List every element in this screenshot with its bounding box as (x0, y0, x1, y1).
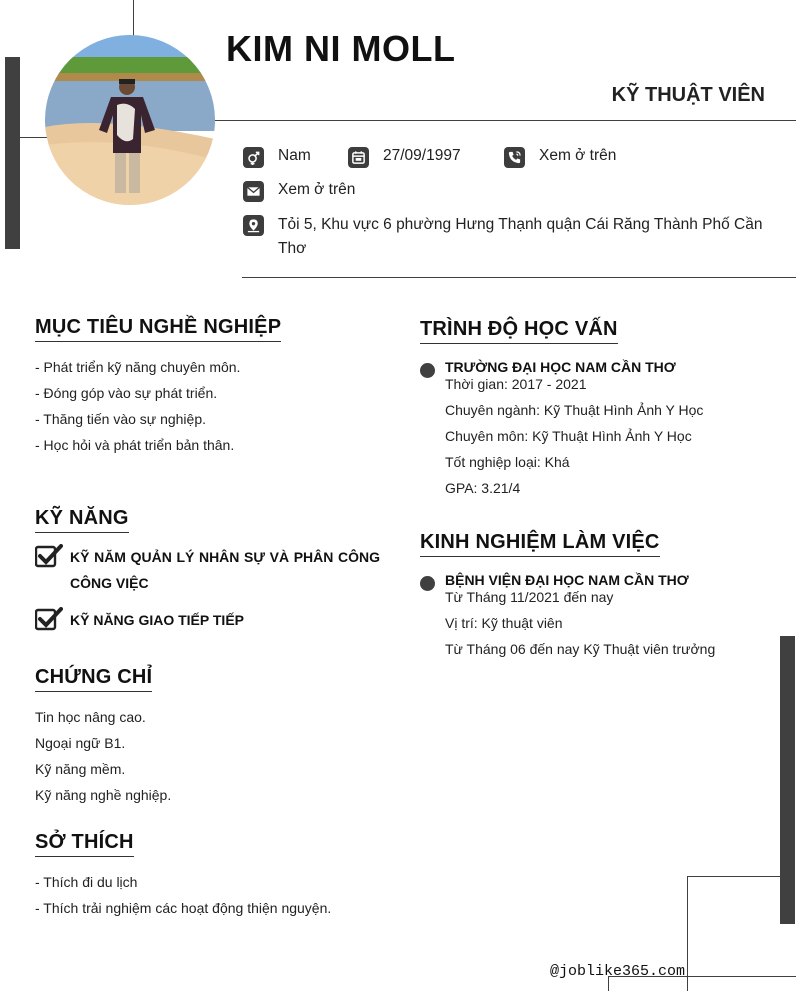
job-title: KỸ THUẬT VIÊN (611, 84, 765, 106)
skills-title: KỸ NĂNG (35, 507, 129, 533)
mail-icon (243, 181, 264, 202)
list-item: Vị trí: Kỹ thuật viên (445, 615, 563, 631)
list-item: - Phát triển kỹ năng chuyên môn. (35, 359, 241, 375)
education-details (445, 371, 703, 501)
checkbox-checked-icon (35, 544, 63, 568)
bullet-dot-icon (420, 576, 435, 591)
phone-value[interactable]: Xem ở trên (539, 147, 617, 164)
skill-label: KỸ NĂM QUẢN LÝ NHÂN SỰ VÀ PHÂN CÔNG CÔNG VIỆC (70, 549, 380, 591)
gender-info (243, 147, 311, 168)
calendar-icon (348, 147, 369, 168)
right-accent-bar (780, 636, 795, 924)
list-item: Từ Tháng 06 đến nay Kỹ Thuật viên trưởng (445, 641, 716, 657)
school-name: TRƯỜNG ĐẠI HỌC NAM CẦN THƠ (445, 359, 676, 375)
experience-title: KINH NGHIỆM LÀM VIỆC (420, 531, 660, 557)
avatar (45, 35, 215, 205)
list-item: - Học hỏi và phát triển bản thân. (35, 437, 235, 453)
list-item: Tốt nghiệp loại: Khá (445, 454, 570, 470)
list-item: Kỹ năng nghề nghiệp. (35, 787, 172, 803)
list-item: Thời gian: 2017 - 2021 (445, 376, 587, 392)
corner-frame (687, 876, 781, 991)
avatar-connector-line (20, 137, 48, 138)
birthday-info (348, 147, 461, 168)
watermark: @joblike365.com (550, 963, 686, 980)
skill-item (35, 544, 380, 596)
experience-details (445, 584, 715, 662)
education-entry (420, 359, 780, 509)
list-item: Tin học nâng cao. (35, 709, 146, 725)
gender-icon (243, 147, 264, 168)
list-item: Ngoại ngữ B1. (35, 735, 126, 751)
candidate-name: KIM NI MOLL (226, 28, 456, 69)
education-title: TRÌNH ĐỘ HỌC VẤN (420, 318, 618, 344)
phone-icon (504, 147, 525, 168)
address-value: Tỏi 5, Khu vực 6 phường Hưng Thạnh quận Cái Răng Thành Phố Cần Thơ (278, 216, 763, 257)
hobbies-title: SỞ THÍCH (35, 831, 134, 857)
list-item: - Thăng tiến vào sự nghiệp. (35, 411, 207, 427)
email-info (243, 181, 355, 202)
hobbies-list (35, 869, 331, 921)
objective-list (35, 354, 240, 458)
list-item: - Thích đi du lịch (35, 874, 138, 890)
info-divider (242, 277, 796, 278)
experience-entry (420, 572, 780, 672)
bullet-dot-icon (420, 363, 435, 378)
location-pin-icon (243, 215, 264, 236)
company-name: BỆNH VIỆN ĐẠI HỌC NAM CẦN THƠ (445, 572, 689, 588)
certificates-list (35, 704, 171, 808)
certificates-title: CHỨNG CHỈ (35, 666, 152, 692)
list-item: Chuyên môn: Kỹ Thuật Hình Ảnh Y Học (445, 428, 692, 444)
skill-label: KỸ NĂNG GIAO TIẾP TIẾP (70, 612, 244, 628)
phone-info (504, 147, 616, 168)
list-item: - Đóng góp vào sự phát triển. (35, 385, 218, 401)
checkbox-checked-icon (35, 607, 63, 631)
birthday-value: 27/09/1997 (383, 147, 461, 164)
top-vertical-line (133, 0, 134, 40)
list-item: Chuyên ngành: Kỹ Thuật Hình Ảnh Y Học (445, 402, 704, 418)
skill-item (35, 607, 380, 633)
list-item: GPA: 3.21/4 (445, 480, 521, 496)
list-item: - Thích trải nghiệm các hoạt động thiện nguyện. (35, 900, 332, 916)
objective-title: MỤC TIÊU NGHỀ NGHIỆP (35, 316, 281, 342)
header-divider (214, 120, 796, 121)
list-item: Từ Tháng 11/2021 đến nay (445, 589, 614, 605)
address-info (243, 215, 773, 261)
list-item: Kỹ năng mềm. (35, 761, 126, 777)
email-value[interactable]: Xem ở trên (278, 181, 356, 198)
gender-value: Nam (278, 147, 311, 164)
left-accent-bar (5, 57, 20, 249)
